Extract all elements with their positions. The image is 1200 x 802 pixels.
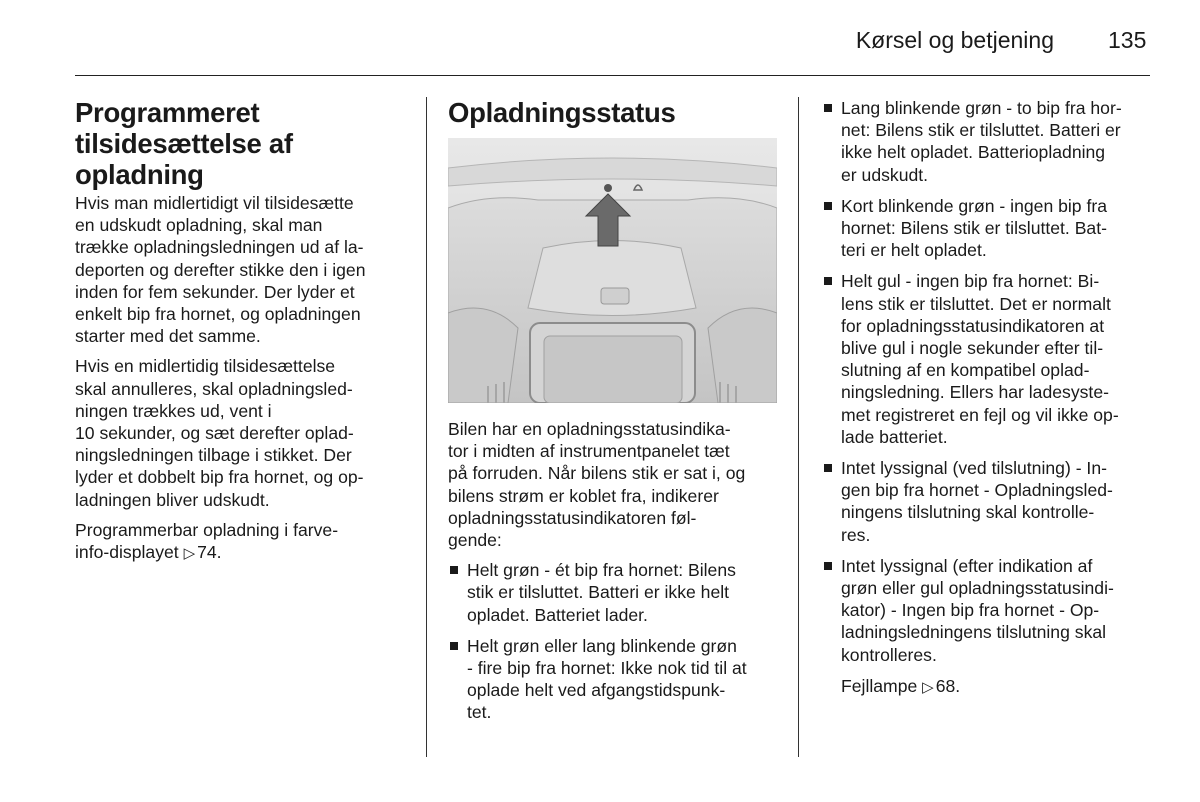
- charge-indicator-light: [604, 184, 612, 192]
- heading-line: Programmeret: [75, 97, 260, 128]
- list-item: Helt grøn - ét bip fra hornet: Bilens stik er tilsluttet. Batteri er ikke helt opladet. Batteriet lader.: [448, 559, 788, 626]
- status-list-right: [822, 97, 1162, 666]
- cancel-override-paragraph: Hvis en midlertidig tilsidesættelse skal annulleres, skal opladningsled- ningen trækkes ud, vent i 10 sekunder, og sæt derefter oplad- ningsledningen tilbage i stikket. Der lyder et dobbelt bip fra hornet, og op- ladningen bliver udskudt.: [75, 356, 364, 510]
- header-divider: [75, 75, 1150, 76]
- list-item: Helt gul - ingen bip fra hornet: Bi- lens stik er tilsluttet. Det er normalt for opladningsstatusindikatoren at blive gul i nogle sekunder efter til- slutning af en kompatibel oplad- ningsledning. Ellers har ladesyste- met registreret en fejl og vil ikke op- lade batteriet.: [822, 270, 1162, 448]
- status-list-middle: [448, 559, 788, 723]
- charge-status-indicator-illustration: [448, 138, 777, 403]
- fault-lamp-reference: Fejllampe ▷ 68.: [822, 675, 1162, 699]
- page-reference-link[interactable]: 68.: [935, 675, 961, 696]
- triangle-reference-icon: ▷: [922, 678, 934, 696]
- list-item: Intet lyssignal (efter indikation af grøn eller gul opladningsstatusindi- kator) - Ingen bip fra hornet - Op- ladningsledningens tilslutning skal kontrolleres.: [822, 555, 1162, 666]
- list-item: Intet lyssignal (ved tilslutning) - In- gen bip fra hornet - Opladningsled- ningens tilslutning skal kontrolle- res.: [822, 457, 1162, 546]
- list-item: Helt grøn eller lang blinkende grøn - fire bip fra hornet: Ikke nok tid til at oplade helt ved afgangstidspunk- tet.: [448, 635, 788, 724]
- list-item: Kort blinkende grøn - ingen bip fra hornet: Bilens stik er tilsluttet. Bat- teri er helt opladet.: [822, 195, 1162, 262]
- dashboard-illustration-svg: [448, 138, 777, 403]
- override-paragraph: Hvis man midlertidigt vil tilsidesætte en udskudt opladning, skal man trække opladningsledningen ud af la- deporten og derefter stikke den i igen inden for fem sekunder. Der lyder et enkelt bip fra hornet, og opladningen starter med det samme.: [75, 193, 366, 347]
- section-heading-status: Opladningsstatus: [448, 97, 676, 128]
- triangle-reference-icon: ▷: [183, 545, 196, 563]
- left-column: [75, 97, 415, 573]
- column-divider-right: [798, 97, 799, 757]
- right-column: [822, 97, 1162, 707]
- column-divider-left: [426, 97, 427, 757]
- list-item: Lang blinkende grøn - to bip fra hor- net: Bilens stik er tilsluttet. Batteri er ikke helt opladet. Batteriopladning er udskudt.: [822, 97, 1162, 186]
- status-intro-paragraph: Bilen har en opladningsstatusindika- tor i midten af instrumentpanelet tæt på forruden. Når bilens stik er sat i, og bilens strøm er koblet fra, indikerer opladningsstatusindikatoren føl- gende:: [448, 419, 746, 551]
- programmable-charging-paragraph: Programmerbar opladning i farve- info-displayet ▷ 74.: [75, 519, 415, 565]
- section-heading-override: [75, 97, 415, 190]
- middle-column-body: [448, 418, 788, 733]
- page-number: 135: [1108, 27, 1147, 53]
- middle-column: [448, 97, 783, 128]
- page-reference-link[interactable]: 74.: [197, 542, 222, 563]
- heading-line: tilsidesættelse af: [75, 128, 293, 159]
- running-header-title: Kørsel og betjening: [855, 27, 1054, 53]
- heading-line: opladning: [75, 159, 204, 190]
